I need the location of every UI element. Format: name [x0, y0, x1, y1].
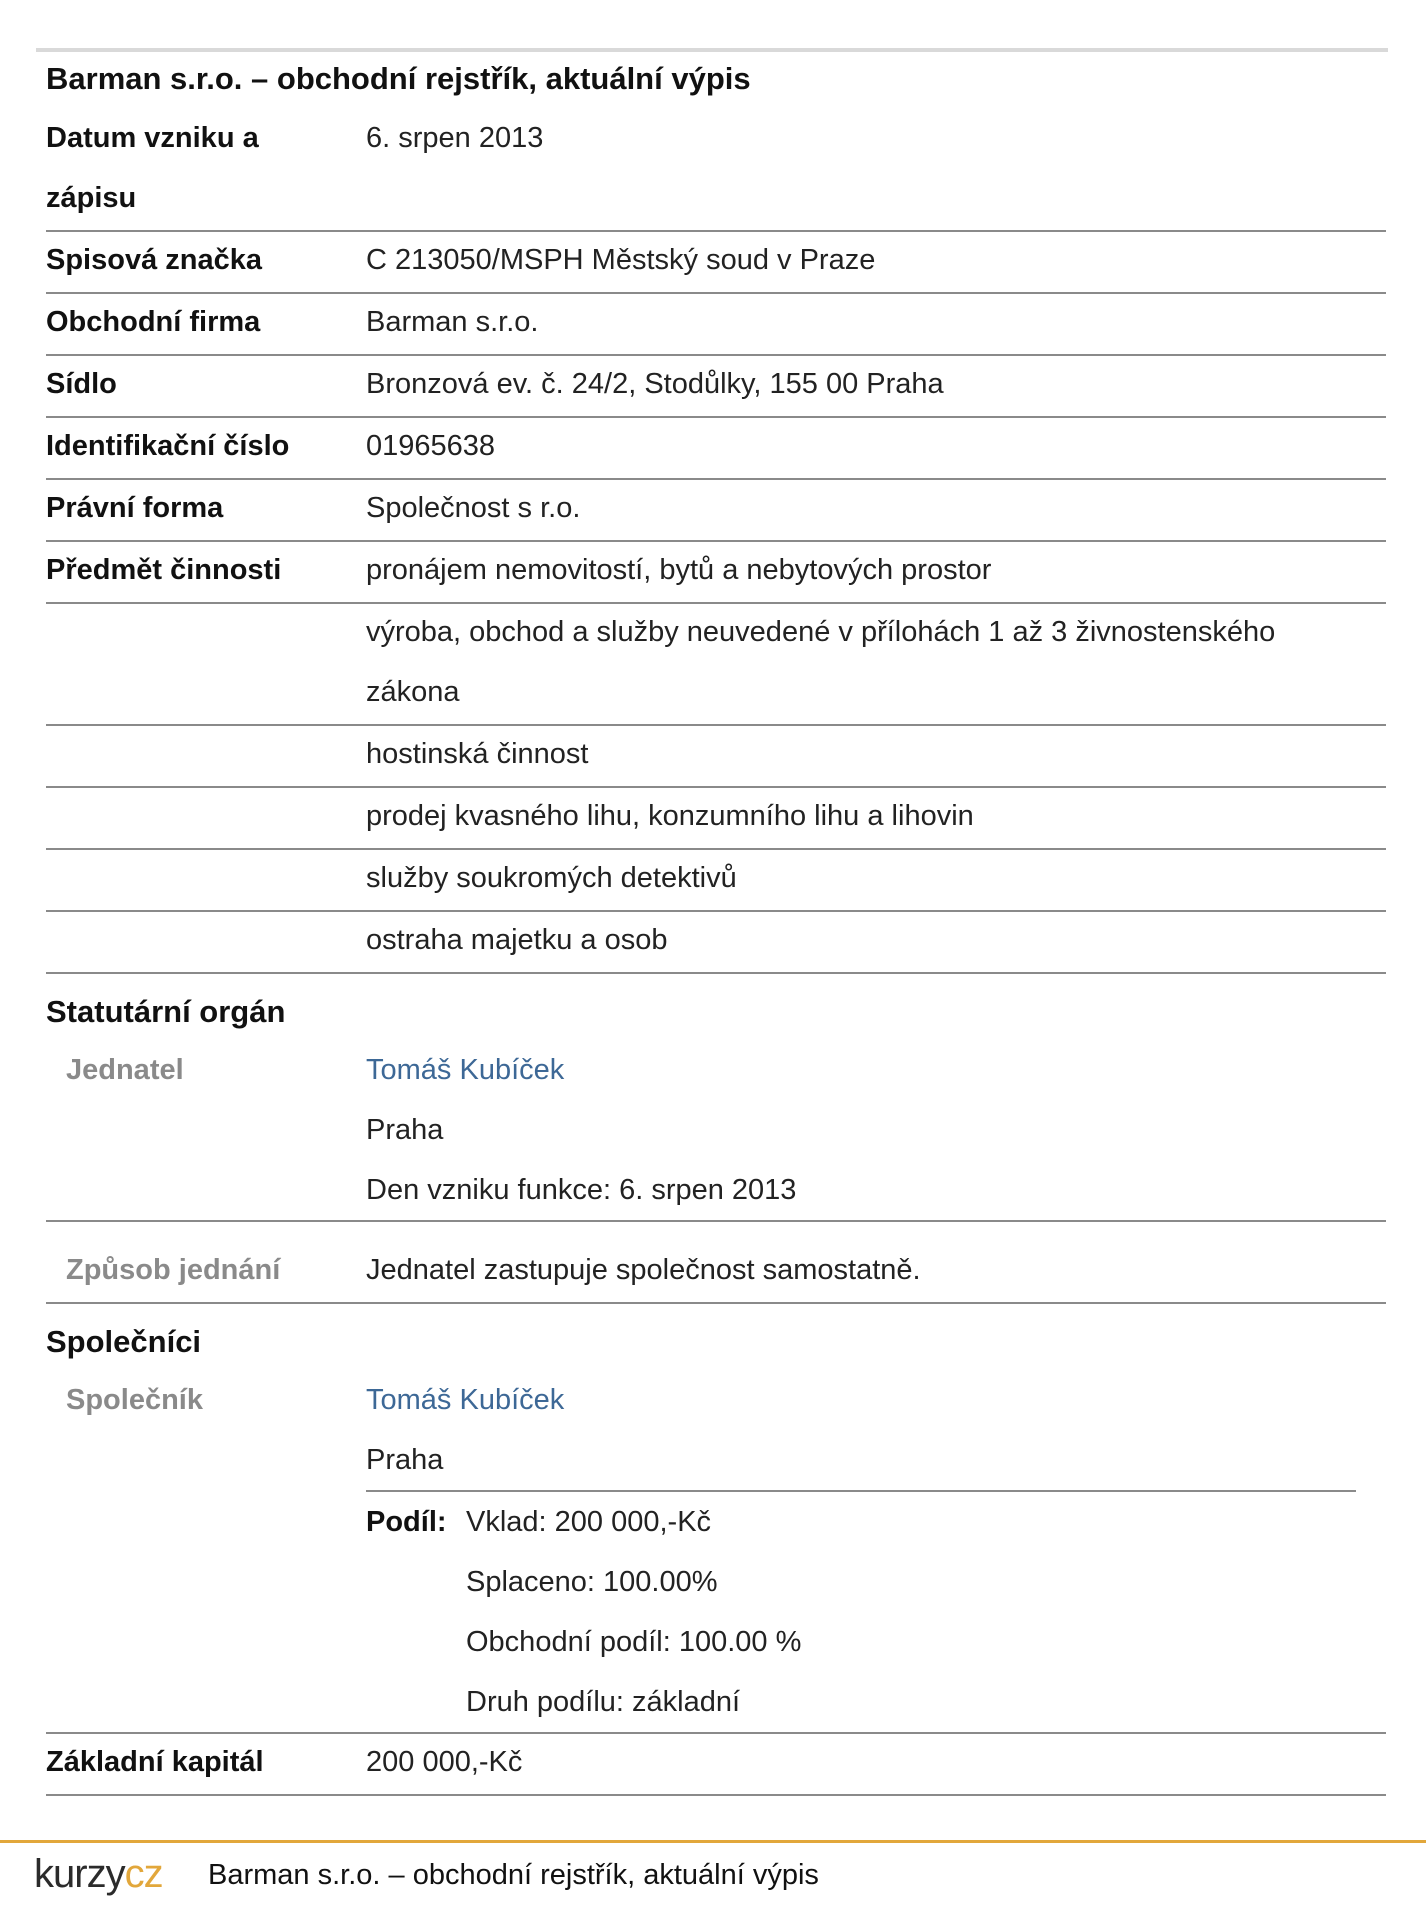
row-predmet-item: [46, 788, 1386, 850]
section-heading-spolecnici: Společníci: [46, 1324, 202, 1359]
row-sidlo: [46, 356, 1386, 418]
value-spisova-znacka: C 213050/MSPH Městský soud v Praze: [366, 244, 876, 276]
label-sidlo: Sídlo: [46, 368, 117, 400]
kurzy-cz-logo[interactable]: [34, 1852, 163, 1897]
predmet-item: výroba, obchod a služby neuvedené v přílohách 1 až 3 živnostenského: [366, 616, 1276, 648]
row-predmet-item: [46, 850, 1386, 912]
podil-vklad: Vklad: 200 000,-Kč: [466, 1506, 712, 1538]
podil-divider: [366, 1490, 1356, 1492]
predmet-item: služby soukromých detektivů: [366, 862, 737, 894]
podil-splaceno: Splaceno: 100.00%: [466, 1566, 718, 1598]
row-obchodni-firma: [46, 294, 1386, 356]
top-rule: [36, 48, 1388, 52]
value-zpusob-jednani: Jednatel zastupuje společnost samostatně.: [366, 1254, 921, 1286]
label-obchodni-firma: Obchodní firma: [46, 306, 261, 338]
value-datum-vzniku: 6. srpen 2013: [366, 122, 544, 154]
value-sidlo: Bronzová ev. č. 24/2, Stodůlky, 155 00 Praha: [366, 368, 944, 400]
row-predmet-item: [46, 726, 1386, 788]
value-obchodni-firma: Barman s.r.o.: [366, 306, 539, 338]
label-jednatel: Jednatel: [66, 1054, 184, 1086]
row-predmet-item: [46, 912, 1386, 974]
spolecnik-name-link[interactable]: Tomáš Kubíček: [366, 1384, 565, 1416]
page-title: Barman s.r.o. – obchodní rejstřík, aktuální výpis: [46, 61, 751, 96]
label-pravni-forma: Právní forma: [46, 492, 224, 524]
predmet-item-continuation: zákona: [366, 676, 460, 708]
spolecnik-city: Praha: [366, 1444, 444, 1476]
footer-title: Barman s.r.o. – obchodní rejstřík, aktuální výpis: [208, 1859, 819, 1891]
label-identifikacni-cislo: Identifikační číslo: [46, 430, 290, 462]
jednatel-city: Praha: [366, 1114, 444, 1146]
label-zakladni-kapital: Základní kapitál: [46, 1746, 264, 1778]
label-spisova-znacka: Spisová značka: [46, 244, 262, 276]
podil-obchodni: Obchodní podíl: 100.00 %: [466, 1626, 802, 1658]
row-datum-vzniku: [46, 112, 1386, 232]
value-zakladni-kapital: 200 000,-Kč: [366, 1746, 523, 1778]
predmet-item: hostinská činnost: [366, 738, 589, 770]
footer-accent-bar: [0, 1840, 1426, 1843]
label-podil: Podíl:: [366, 1506, 447, 1538]
podil-druh: Druh podílu: základní: [466, 1686, 741, 1718]
label-predmet-cinnosti: Předmět činnosti: [46, 554, 282, 586]
value-pravni-forma: Společnost s r.o.: [366, 492, 581, 524]
row-predmet-cinnosti: [46, 542, 1386, 604]
section-heading-statutarni-organ: Statutární orgán: [46, 994, 286, 1029]
row-zakladni-kapital: [46, 1734, 1386, 1796]
row-predmet-item: [46, 604, 1386, 726]
row-jednatel: [46, 1040, 1386, 1222]
jednatel-since: Den vzniku funkce: 6. srpen 2013: [366, 1174, 797, 1206]
value-identifikacni-cislo: 01965638: [366, 430, 496, 462]
row-spisova-znacka: [46, 232, 1386, 294]
row-spolecnik: [46, 1370, 1386, 1734]
predmet-item: prodej kvasného lihu, konzumního lihu a lihovin: [366, 800, 974, 832]
logo-kurzy: kurzy: [34, 1852, 125, 1896]
label-spolecnik: Společník: [66, 1384, 203, 1416]
label-datum-vzniku-2: zápisu: [46, 182, 137, 214]
predmet-item: pronájem nemovitostí, bytů a nebytových prostor: [366, 554, 992, 586]
label-zpusob-jednani: Způsob jednání: [66, 1254, 281, 1286]
logo-cz: cz: [124, 1852, 163, 1896]
label-datum-vzniku: Datum vzniku a: [46, 122, 259, 154]
row-identifikacni-cislo: [46, 418, 1386, 480]
row-zpusob-jednani: [46, 1222, 1386, 1304]
jednatel-name-link[interactable]: Tomáš Kubíček: [366, 1054, 565, 1086]
row-pravni-forma: [46, 480, 1386, 542]
predmet-item: ostraha majetku a osob: [366, 924, 668, 956]
